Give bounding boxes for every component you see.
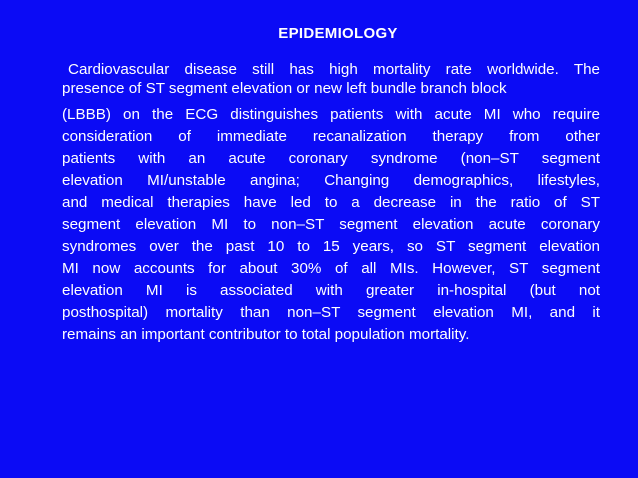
paragraph-line-1: Cardiovascular disease still has high mortality rate worldwide. The bbox=[68, 61, 600, 78]
paragraph-line-2: presence of ST segment elevation or new left bundle branch block bbox=[62, 80, 507, 97]
paragraph-line-5: patients with an acute coronary syndrome (non–ST segment bbox=[62, 150, 600, 167]
paragraph-line-12: posthospital) mortality than non–ST segment elevation MI, and it bbox=[62, 304, 600, 321]
paragraph-line-6: elevation MI/unstable angina; Changing demographics, lifestyles, bbox=[62, 172, 600, 189]
paragraph-line-4: consideration of immediate recanalization therapy from other bbox=[62, 128, 600, 145]
paragraph-line-10: MI now accounts for about 30% of all MIs. However, ST segment bbox=[62, 260, 600, 277]
paragraph-line-11: elevation MI is associated with greater in-hospital (but not bbox=[62, 282, 600, 299]
slide-title: EPIDEMIOLOGY bbox=[278, 25, 398, 42]
paragraph-line-8: segment elevation MI to non–ST segment elevation acute coronary bbox=[62, 216, 600, 233]
paragraph-line-9: syndromes over the past 10 to 15 years, so ST segment elevation bbox=[62, 238, 600, 255]
paragraph-line-3: (LBBB) on the ECG distinguishes patients with acute MI who require bbox=[62, 106, 600, 123]
paragraph-line-7: and medical therapies have led to a decrease in the ratio of ST bbox=[62, 194, 600, 211]
paragraph-line-13: remains an important contributor to total population mortality. bbox=[62, 326, 470, 343]
